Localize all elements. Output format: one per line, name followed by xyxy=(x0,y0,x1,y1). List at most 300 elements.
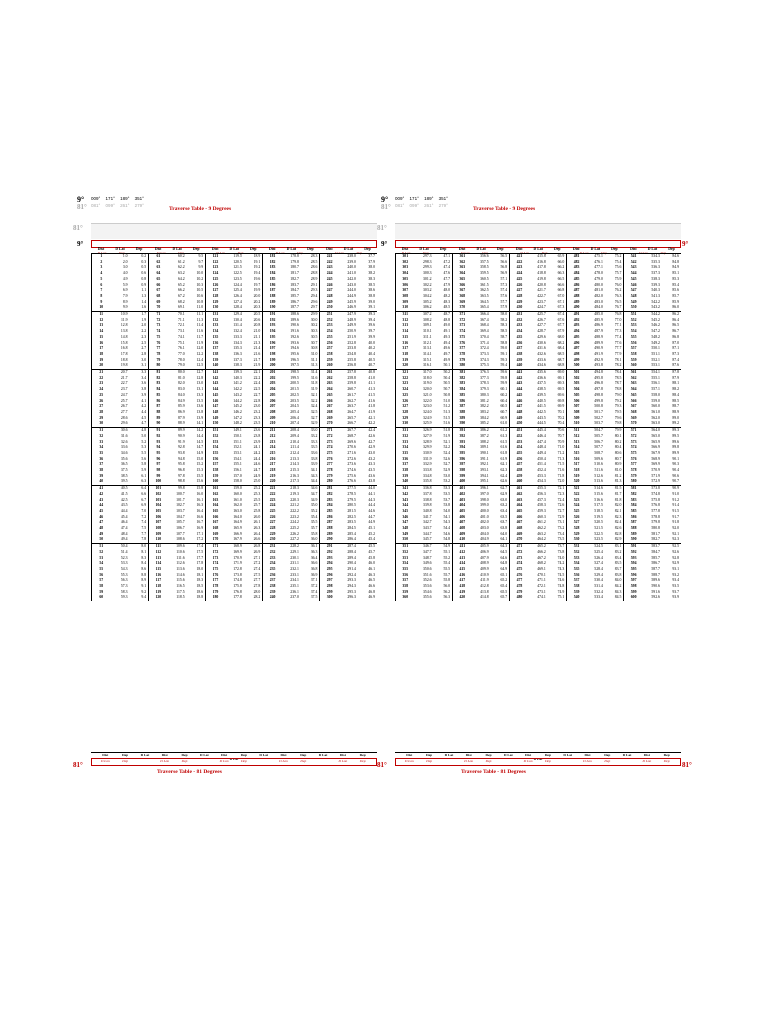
value-cell: 75.1 xyxy=(178,340,185,345)
value-cell: 300.3 xyxy=(423,271,432,276)
value-cell: 218.3 xyxy=(282,486,301,492)
value-cell: 69.1 xyxy=(178,305,185,310)
dist-cell: 301 xyxy=(396,254,415,260)
value-cell: 336.8 xyxy=(415,486,434,492)
dist-cell: 7 xyxy=(92,288,111,294)
value-cell: 69.5 xyxy=(557,387,565,392)
value-cell: 544.2 xyxy=(643,312,662,318)
dist-cell: 356 xyxy=(396,573,415,579)
value-cell: 80.6 xyxy=(614,450,622,455)
value-cell: 54.0 xyxy=(443,508,451,513)
value-cell: 580.8 xyxy=(651,526,660,531)
value-cell: 184.7 xyxy=(290,288,299,293)
value-cell: 50.1 xyxy=(443,363,451,368)
column-header: D Lat xyxy=(586,247,605,254)
footer-column-header: D Lat xyxy=(199,753,209,757)
value-cell: 220.3 xyxy=(290,497,299,502)
value-cell: 31.8 xyxy=(310,381,318,386)
value-cell: 256.8 xyxy=(347,363,356,368)
value-cell: 36.4 xyxy=(310,555,318,560)
value-cell: 36.5 xyxy=(120,462,128,467)
value-cell: 23.0 xyxy=(253,404,261,409)
value-cell: 393.1 xyxy=(480,468,489,473)
value-cell: 13.8 xyxy=(196,409,204,414)
dist-cell: 2 xyxy=(92,260,111,266)
value-cell: 554.1 xyxy=(643,370,662,376)
value-cell: 71.2 xyxy=(557,450,565,455)
dist-cell: 194 xyxy=(263,329,282,335)
dist-cell: 177 xyxy=(206,578,225,584)
value-cell: 28.6 xyxy=(310,265,318,270)
value-cell: 57.4 xyxy=(500,288,508,293)
value-cell: 23.7 xyxy=(120,387,128,392)
value-cell: 9.9 xyxy=(122,305,128,310)
dist-cell: 159 xyxy=(206,474,225,480)
dist-cell: 286 xyxy=(320,515,339,521)
value-cell: 92.1 xyxy=(672,531,679,536)
value-cell: 91.2 xyxy=(672,497,679,502)
dist-cell: 95 xyxy=(149,451,168,457)
dist-cell: 305 xyxy=(396,277,415,283)
value-cell: 92.6 xyxy=(672,549,679,554)
value-cell: 54.9 xyxy=(434,544,453,550)
column-header: D Lat xyxy=(643,247,662,254)
dist-cell: 39 xyxy=(92,474,111,480)
value-cell: 18.1 xyxy=(196,572,204,577)
dist-cell: 84 xyxy=(149,387,168,393)
value-cell: 37.2 xyxy=(310,584,318,589)
value-cell: 283.5 xyxy=(347,520,356,525)
value-cell: 535.3 xyxy=(651,259,660,264)
dist-cell: 162 xyxy=(206,492,225,498)
value-cell: 66.2 xyxy=(557,265,565,270)
value-cell: 141.2 xyxy=(233,381,242,386)
value-cell: 84.9 xyxy=(672,265,679,270)
value-cell: 192.6 xyxy=(290,334,299,339)
value-cell: 21.4 xyxy=(253,346,261,351)
dist-cell: 70 xyxy=(149,305,168,311)
dist-cell: 113 xyxy=(149,556,168,562)
value-cell: 368.4 xyxy=(480,323,489,328)
value-cell: 128.4 xyxy=(233,305,242,310)
value-cell: 50.7 xyxy=(443,387,451,392)
value-cell: 28.0 xyxy=(253,589,261,594)
value-cell: 316.1 xyxy=(423,363,432,368)
value-cell: 552.1 xyxy=(651,357,660,362)
dist-cell: 335 xyxy=(396,451,415,457)
value-cell: 69.6 xyxy=(557,392,565,397)
value-cell: 69.0 xyxy=(548,370,567,376)
value-cell: 561.0 xyxy=(651,409,660,414)
dist-cell: 545 xyxy=(624,277,643,283)
value-cell: 260.7 xyxy=(347,387,356,392)
value-cell: 29.4 xyxy=(310,293,318,298)
value-cell: 70.9 xyxy=(557,439,565,444)
dist-cell: 572 xyxy=(624,434,643,440)
value-cell: 4.9 xyxy=(122,276,128,281)
dist-cell: 454 xyxy=(510,445,529,451)
dist-cell: 150 xyxy=(206,421,225,427)
value-cell: 0.9 xyxy=(141,282,147,287)
value-cell: 183.7 xyxy=(290,282,299,287)
value-cell: 346.7 xyxy=(415,544,434,550)
value-cell: 23.5 xyxy=(253,421,261,426)
column-header: Dist xyxy=(396,247,415,254)
dist-cell: 302 xyxy=(396,260,415,266)
value-cell: 394.1 xyxy=(480,473,489,478)
value-cell: 22.7 xyxy=(120,381,128,386)
dist-cell: 259 xyxy=(320,358,339,364)
value-cell: 1.4 xyxy=(141,299,147,304)
value-cell: 53.0 xyxy=(443,473,451,478)
dist-cell: 467 xyxy=(510,520,529,526)
value-cell: 56.3 xyxy=(120,578,128,583)
value-cell: 7.2 xyxy=(141,514,147,519)
dist-cell: 527 xyxy=(567,520,586,526)
dist-cell: 196 xyxy=(263,341,282,347)
dist-cell: 394 xyxy=(453,445,472,451)
value-cell: 27.7 xyxy=(253,578,261,583)
dist-cell: 505 xyxy=(567,393,586,399)
value-cell: 15.6 xyxy=(196,479,204,484)
value-cell: 355.6 xyxy=(423,595,432,600)
dist-cell: 514 xyxy=(567,445,586,451)
side-degree-right: 9° xyxy=(682,240,689,248)
value-cell: 13.9 xyxy=(196,415,204,420)
dist-cell: 222 xyxy=(263,492,282,498)
value-cell: 541.3 xyxy=(651,293,660,298)
value-cell: 348.7 xyxy=(423,555,432,560)
value-cell: 399.0 xyxy=(480,503,489,508)
value-cell: 191.6 xyxy=(290,329,299,334)
value-cell: 329.9 xyxy=(423,445,432,450)
value-cell: 53.3 xyxy=(434,486,453,492)
dist-cell: 57 xyxy=(92,578,111,584)
value-cell: 55.1 xyxy=(443,549,451,554)
dist-cell: 303 xyxy=(396,265,415,271)
value-cell: 221.2 xyxy=(290,503,299,508)
dist-cell: 62 xyxy=(149,260,168,266)
value-cell: 371.4 xyxy=(480,340,489,345)
value-cell: 99.8 xyxy=(168,486,187,492)
value-cell: 389.1 xyxy=(480,445,489,450)
value-cell: 47.1 xyxy=(443,254,451,258)
value-cell: 86.5 xyxy=(672,323,679,328)
value-cell: 10.2 xyxy=(196,276,204,281)
value-cell: 12.4 xyxy=(196,357,204,362)
value-cell: 444.5 xyxy=(537,421,546,426)
dist-cell: 567 xyxy=(624,404,643,410)
value-cell: 86.4 xyxy=(672,317,679,322)
value-cell: 532.4 xyxy=(594,589,603,594)
value-cell: 93.8 xyxy=(178,450,185,455)
value-cell: 16.6 xyxy=(196,514,204,519)
value-cell: 19.1 xyxy=(253,259,261,264)
dist-cell: 97 xyxy=(149,462,168,468)
dist-cell: 75 xyxy=(149,335,168,341)
value-cell: 160.0 xyxy=(233,491,242,496)
value-cell: 84.8 xyxy=(672,259,679,264)
dist-cell: 482 xyxy=(567,260,586,266)
value-cell: 2.7 xyxy=(141,346,147,351)
dist-cell: 431 xyxy=(510,312,529,318)
value-cell: 468.2 xyxy=(537,561,546,566)
value-cell: 150.1 xyxy=(233,433,242,438)
value-cell: 57.1 xyxy=(500,276,508,281)
dist-cell: 421 xyxy=(510,254,529,260)
value-cell: 77.1 xyxy=(614,323,622,328)
dist-cell: 181 xyxy=(263,254,282,260)
value-cell: 26.9 xyxy=(253,549,261,554)
value-cell: 53.2 xyxy=(443,479,451,484)
dist-cell: 502 xyxy=(567,376,586,382)
value-cell: 495.8 xyxy=(594,375,603,380)
value-cell: 274.6 xyxy=(347,468,356,473)
value-cell: 3.0 xyxy=(122,265,128,270)
column-header: Dep xyxy=(605,247,624,254)
value-cell: 2.8 xyxy=(141,351,147,356)
dist-cell: 42 xyxy=(92,492,111,498)
value-cell: 307.2 xyxy=(415,312,434,318)
value-cell: 75.1 xyxy=(557,595,565,600)
value-cell: 243.0 xyxy=(347,282,356,287)
value-cell: 479.0 xyxy=(594,276,603,281)
value-cell: 24.1 xyxy=(253,445,261,450)
value-cell: 44.4 xyxy=(120,508,128,513)
value-cell: 199.5 xyxy=(290,375,299,380)
value-cell: 338.8 xyxy=(423,497,432,502)
value-cell: 131.4 xyxy=(233,323,242,328)
dist-cell: 78 xyxy=(149,352,168,358)
dist-cell: 274 xyxy=(320,445,339,451)
dist-cell: 1 xyxy=(92,254,111,260)
value-cell: 90.1 xyxy=(672,456,679,461)
value-cell: 30.3 xyxy=(310,329,318,334)
value-cell: 24.2 xyxy=(253,450,261,455)
value-cell: 163.0 xyxy=(233,508,242,513)
value-cell: 53.5 xyxy=(443,491,451,496)
dist-cell: 521 xyxy=(567,486,586,492)
value-cell: 577.8 xyxy=(651,508,660,513)
value-cell: 508.7 xyxy=(594,450,603,455)
dist-cell: 538 xyxy=(567,584,586,590)
value-cell: 549.2 xyxy=(651,340,660,345)
value-cell: 7.4 xyxy=(141,520,147,525)
dist-cell: 338 xyxy=(396,468,415,474)
dist-cell: 365 xyxy=(453,277,472,283)
value-cell: 70.6 xyxy=(548,428,567,434)
value-cell: 30.5 xyxy=(310,334,318,339)
page-header xyxy=(381,195,681,212)
value-cell: 38.0 xyxy=(368,265,375,270)
dist-cell: 396 xyxy=(453,457,472,463)
column-header: Dep xyxy=(434,247,453,254)
value-cell: 64.1 xyxy=(500,537,508,542)
dist-cell: 112 xyxy=(149,550,168,556)
dist-cell: 147 xyxy=(206,404,225,410)
value-cell: 327.9 xyxy=(423,433,432,438)
value-cell: 55.8 xyxy=(443,578,451,583)
value-cell: 5.9 xyxy=(122,282,128,287)
footer-subcolumn-label: D Lon xyxy=(160,759,170,763)
dist-cell: 167 xyxy=(206,520,225,526)
value-cell: 32.5 xyxy=(310,409,318,414)
value-cell: 17.4 xyxy=(187,544,206,550)
value-cell: 345.7 xyxy=(423,537,432,542)
value-cell: 319.0 xyxy=(423,381,432,386)
value-cell: 182.7 xyxy=(290,276,299,281)
dist-cell: 217 xyxy=(263,462,282,468)
dist-cell: 586 xyxy=(624,515,643,521)
dist-cell: 292 xyxy=(320,550,339,556)
value-cell: 451.4 xyxy=(537,462,546,467)
value-cell: 551.1 xyxy=(651,351,660,356)
value-cell: 106.7 xyxy=(176,526,185,531)
value-cell: 32.2 xyxy=(310,398,318,403)
value-cell: 312.1 xyxy=(423,340,432,345)
value-cell: 40.7 xyxy=(368,363,375,368)
footer-column-header: D Lat xyxy=(140,753,150,757)
value-cell: 573.8 xyxy=(643,486,662,492)
value-cell: 507.7 xyxy=(594,445,603,450)
dist-cell: 307 xyxy=(396,288,415,294)
dist-cell: 316 xyxy=(396,341,415,347)
value-cell: 341.7 xyxy=(423,514,432,519)
value-cell: 15.8 xyxy=(120,340,128,345)
value-cell: 378.3 xyxy=(480,381,489,386)
dist-cell: 489 xyxy=(567,300,586,306)
dist-cell: 68 xyxy=(149,294,168,300)
dist-cell: 101 xyxy=(149,486,168,492)
value-cell: 67.2 xyxy=(178,293,185,298)
value-cell: 347.7 xyxy=(423,549,432,554)
value-cell: 44.9 xyxy=(368,520,375,525)
dist-cell: 341 xyxy=(396,486,415,492)
dist-cell: 32 xyxy=(92,434,111,440)
dist-cell: 10 xyxy=(92,305,111,311)
value-cell: 158.0 xyxy=(233,479,242,484)
value-cell: 82.1 xyxy=(614,508,622,513)
value-cell: 86.7 xyxy=(672,329,679,334)
footer-column-header: Dist xyxy=(584,753,591,757)
value-cell: 66.6 xyxy=(557,282,565,287)
dist-cell: 30 xyxy=(92,421,111,427)
dist-cell: 141 xyxy=(206,370,225,376)
value-cell: 463.2 xyxy=(537,531,546,536)
dist-cell: 416 xyxy=(453,573,472,579)
value-cell: 88.2 xyxy=(672,387,679,392)
dist-cell: 332 xyxy=(396,434,415,440)
footer-column-header: Dist xyxy=(525,753,532,757)
value-cell: 548.2 xyxy=(651,334,660,339)
dist-cell: 449 xyxy=(510,416,529,422)
dist-cell: 4 xyxy=(92,271,111,277)
value-cell: 19.2 xyxy=(253,265,261,270)
dist-cell: 409 xyxy=(453,532,472,538)
value-cell: 115.6 xyxy=(176,578,185,583)
dist-cell: 67 xyxy=(149,288,168,294)
value-cell: 28.5 xyxy=(310,259,318,264)
dist-cell: 367 xyxy=(453,288,472,294)
dist-cell: 395 xyxy=(453,451,472,457)
value-cell: 546.2 xyxy=(651,323,660,328)
value-cell: 254.8 xyxy=(347,351,356,356)
side-degree: 9° xyxy=(381,240,388,248)
dist-cell: 424 xyxy=(510,271,529,277)
dist-cell: 61 xyxy=(149,254,168,260)
value-cell: 155.1 xyxy=(233,462,242,467)
value-cell: 21.7 xyxy=(120,375,128,380)
value-cell: 3.0 xyxy=(141,357,147,362)
value-cell: 83.4 xyxy=(614,555,622,560)
value-cell: 20.7 xyxy=(111,370,130,376)
value-cell: 450.4 xyxy=(537,456,546,461)
dist-cell: 349 xyxy=(396,532,415,538)
value-cell: 5.3 xyxy=(141,445,147,450)
value-cell: 72.6 xyxy=(557,503,565,508)
value-cell: 25.2 xyxy=(244,486,263,492)
value-cell: 27.1 xyxy=(253,555,261,560)
value-cell: 538.3 xyxy=(651,276,660,281)
value-cell: 59.8 xyxy=(500,375,508,380)
value-cell: 6.1 xyxy=(141,473,147,478)
value-cell: 77.3 xyxy=(614,329,622,334)
value-cell: 16.1 xyxy=(196,497,204,502)
value-cell: 137.3 xyxy=(233,357,242,362)
dist-cell: 328 xyxy=(396,410,415,416)
value-cell: 38.5 xyxy=(120,473,128,478)
value-cell: 1.0 xyxy=(122,254,128,258)
value-cell: 98.8 xyxy=(178,479,185,484)
dist-cell: 593 xyxy=(624,556,643,562)
value-cell: 501.7 xyxy=(594,409,603,414)
value-cell: 82.0 xyxy=(614,503,622,508)
value-cell: 390.1 xyxy=(480,450,489,455)
value-cell: 68.2 xyxy=(178,299,185,304)
dist-cell: 477 xyxy=(510,578,529,584)
value-cell: 78.7 xyxy=(614,381,622,386)
value-cell: 562.0 xyxy=(651,415,660,420)
dist-cell: 342 xyxy=(396,492,415,498)
value-cell: 570.9 xyxy=(651,468,660,473)
dist-cell: 314 xyxy=(396,329,415,335)
dist-cell: 250 xyxy=(320,305,339,311)
value-cell: 0.3 xyxy=(141,259,147,264)
value-cell: 83.0 xyxy=(178,387,185,392)
value-cell: 63.2 xyxy=(178,271,185,276)
value-cell: 23.8 xyxy=(253,433,261,438)
dist-cell: 14 xyxy=(92,329,111,335)
value-cell: 209.4 xyxy=(290,433,299,438)
value-cell: 30.6 xyxy=(111,428,130,434)
value-cell: 52.1 xyxy=(443,439,451,444)
dist-cell: 80 xyxy=(149,363,168,369)
dist-cell: 544 xyxy=(624,271,643,277)
dist-cell: 123 xyxy=(206,265,225,271)
dist-cell: 190 xyxy=(263,305,282,311)
value-cell: 231.1 xyxy=(290,561,299,566)
dist-cell: 532 xyxy=(567,550,586,556)
value-cell: 61.2 xyxy=(491,428,510,434)
value-cell: 64.3 xyxy=(491,544,510,550)
dist-cell: 36 xyxy=(92,457,111,463)
value-cell: 79.5 xyxy=(614,409,622,414)
value-cell: 170.9 xyxy=(233,555,242,560)
value-cell: 33.6 xyxy=(120,445,128,450)
value-cell: 79.8 xyxy=(614,421,622,426)
dist-cell: 470 xyxy=(510,537,529,543)
dist-cell: 124 xyxy=(206,271,225,277)
